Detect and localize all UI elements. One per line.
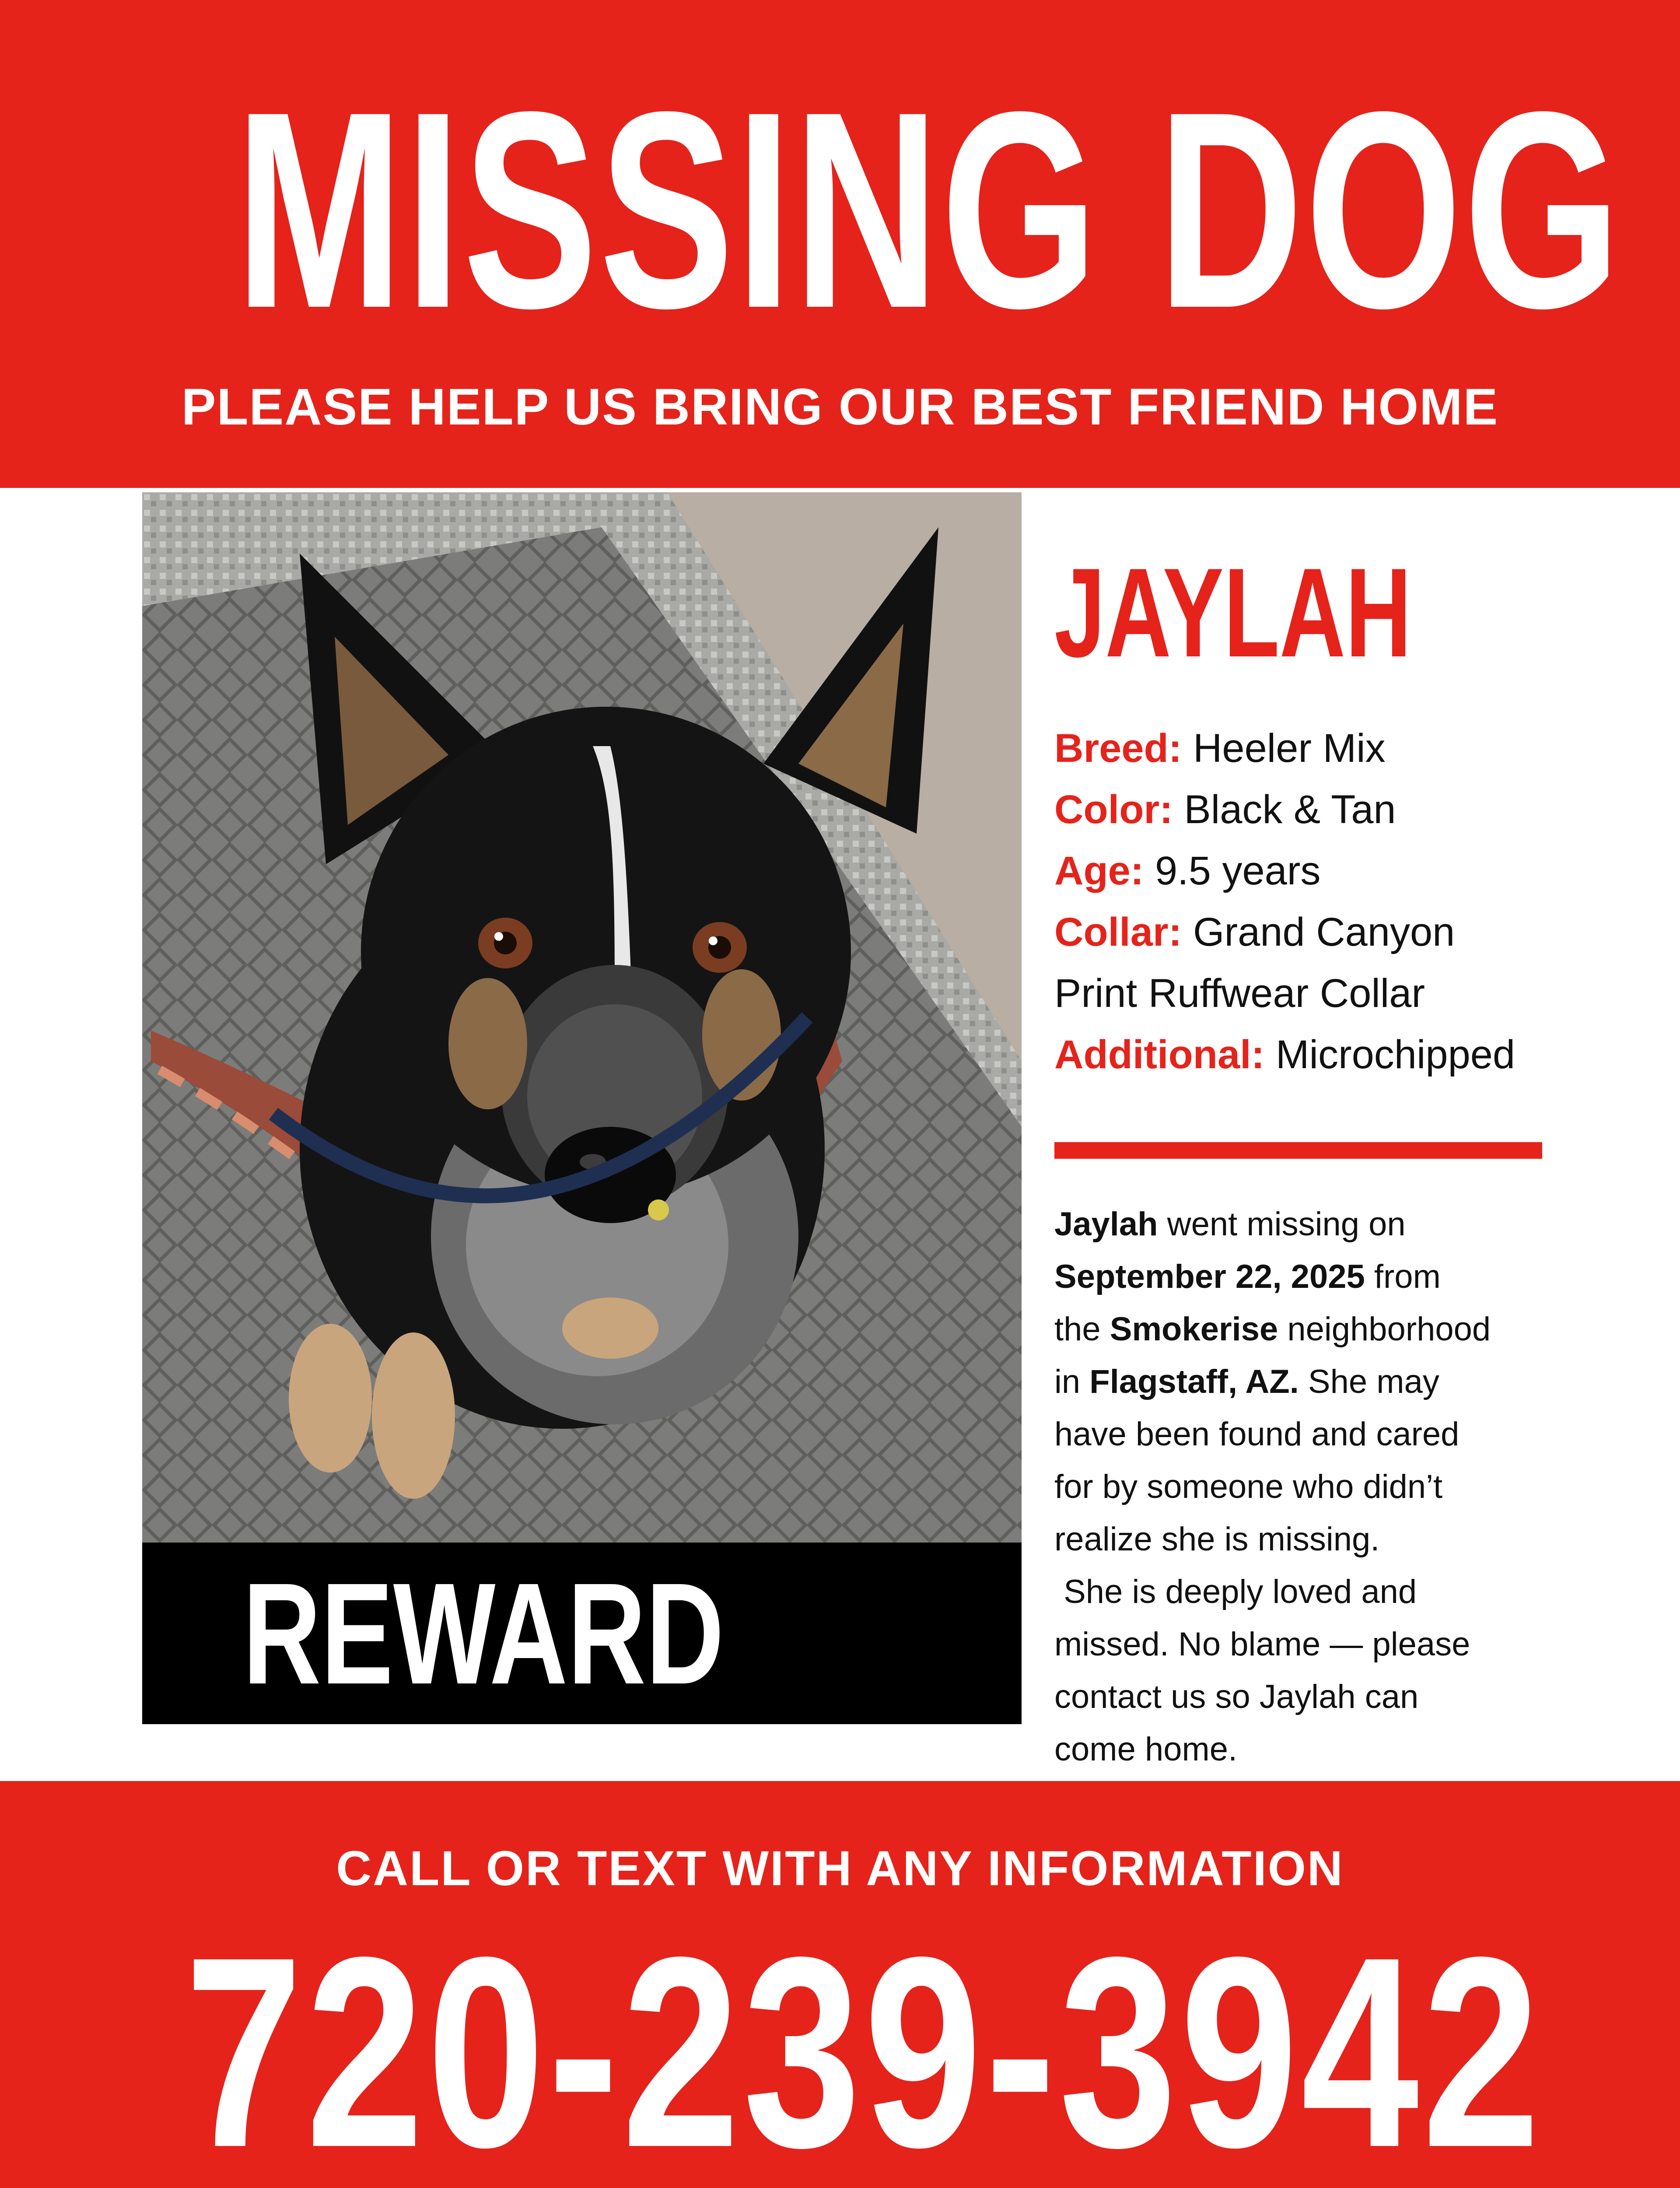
story-run: realize she is missing. [1054,1521,1380,1558]
story-line [1054,1461,1579,1513]
story-run: went missing on [1158,1206,1406,1243]
fact-label: Age: [1054,849,1144,893]
story-run: contact us so Jaylah can [1054,1678,1419,1715]
story-line [1054,1513,1579,1566]
fact-value: Heeler Mix [1193,726,1386,771]
fact-value: 9.5 years [1155,849,1321,893]
fact-age [1054,840,1658,901]
fact-label: Additional: [1054,1032,1265,1077]
story-run: She is deeply loved and [1054,1573,1417,1610]
dog-photo [142,492,1022,1543]
story-run: neighborhood [1278,1311,1491,1348]
dog-info [1054,542,1658,1776]
phone-number[interactable]: 720-239-3942 [185,1901,1544,2188]
reward-label: REWARD [243,1553,724,1714]
dog-photo-illustration [142,492,1022,1543]
call-to-action: CALL OR TEXT WITH ANY INFORMATION [336,1841,1344,1896]
story-run: the [1054,1311,1110,1348]
headline: MISSING DOG [235,53,1623,366]
divider [1054,1142,1542,1159]
fact-label: Breed: [1054,726,1182,771]
fact-label: Collar: [1054,910,1182,954]
story-line [1054,1408,1579,1461]
fact-value: Black & Tan [1184,787,1396,832]
story-line [1054,1618,1579,1671]
story-emphasis: Jaylah [1054,1206,1158,1243]
subheadline: PLEASE HELP US BRING OUR BEST FRIEND HOME [181,378,1499,436]
fact-collar [1054,901,1658,963]
fact-breed [1054,718,1658,779]
footer-banner [0,1781,1680,2188]
story-line [1054,1356,1579,1408]
story-line [1054,1198,1579,1251]
story-line [1054,1723,1579,1776]
story-run: missed. No blame — please [1054,1626,1470,1663]
story-emphasis: Smokerise [1110,1311,1278,1348]
story-text [1054,1198,1579,1776]
story-run: for by someone who didn’t [1054,1468,1443,1505]
story-emphasis: Flagstaff, AZ. [1089,1363,1299,1400]
story-run: She may [1298,1363,1439,1400]
fact-label: Color: [1054,787,1173,832]
story-run: in [1054,1363,1090,1400]
dog-name: JAYLAH [1054,542,1412,684]
story-line [1054,1566,1579,1618]
story-run: come home. [1054,1731,1238,1768]
story-emphasis: September 22, 2025 [1054,1258,1365,1295]
header-banner [0,0,1680,488]
story-run: from [1365,1258,1441,1295]
fact-additional [1054,1024,1658,1085]
fact-value: Microchipped [1275,1032,1516,1077]
story-line [1054,1671,1579,1723]
reward-banner [142,1543,1022,1724]
fact-value: Print Ruffwear Collar [1054,971,1425,1016]
fact-collar-continued [1054,963,1658,1024]
story-run: have been found and cared [1054,1416,1460,1453]
fact-color [1054,779,1658,840]
fact-value: Grand Canyon [1193,910,1455,954]
story-line [1054,1303,1579,1356]
story-line [1054,1251,1579,1303]
